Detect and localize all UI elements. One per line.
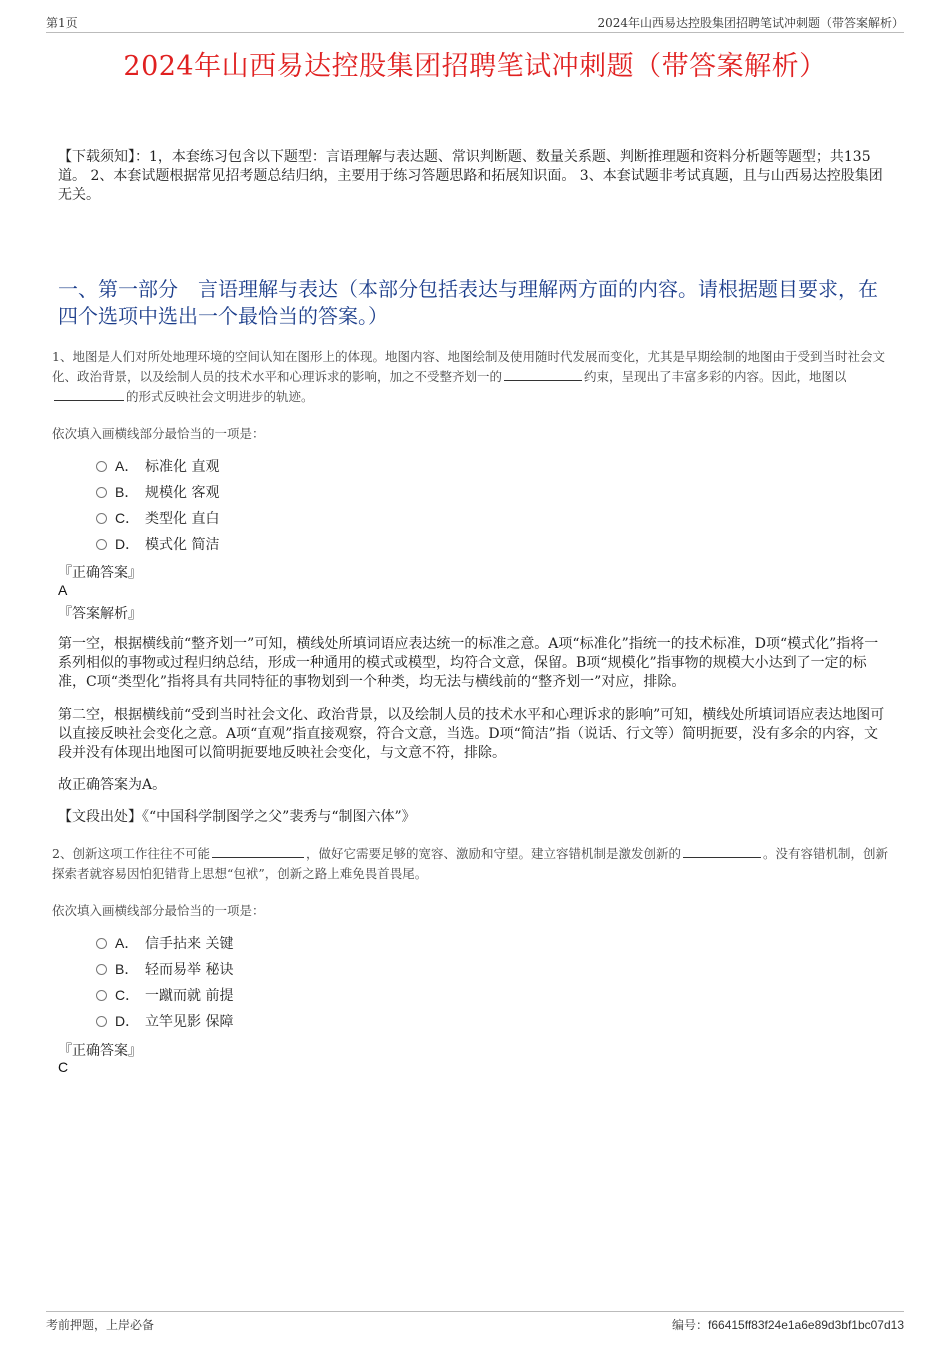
correct-answer: C bbox=[58, 1059, 69, 1075]
option-a[interactable] bbox=[96, 930, 233, 956]
radio-icon[interactable] bbox=[96, 990, 107, 1001]
option-text: 一蹴而就 前提 bbox=[145, 988, 234, 1004]
option-d[interactable] bbox=[96, 1008, 233, 1034]
fill-blank bbox=[54, 388, 124, 401]
radio-icon[interactable] bbox=[96, 1016, 107, 1027]
source-citation: 【文段出处】《“中国科学制图学之父”裴秀与“制图六体”》 bbox=[58, 809, 416, 825]
question-2-prompt: 依次填入画横线部分最恰当的一项是： bbox=[52, 903, 265, 918]
radio-icon[interactable] bbox=[96, 964, 107, 975]
option-c[interactable] bbox=[96, 505, 219, 531]
radio-icon[interactable] bbox=[96, 539, 107, 550]
q2-text-part: ，做好它需要足够的宽容、激励和守望。建立容错机制是激发创新的 bbox=[305, 846, 681, 861]
option-text: 信手拈来 关键 bbox=[145, 936, 234, 952]
option-text: 轻而易举 秘诀 bbox=[145, 962, 234, 978]
q2-text-part: 。没有容错机制，创新探索者就容易因怕犯错背上思想“包袱”，创新之路上难免畏首畏尾。 bbox=[52, 846, 888, 881]
option-text: 类型化 直白 bbox=[145, 511, 220, 527]
option-letter: D． bbox=[115, 536, 140, 552]
radio-icon[interactable] bbox=[96, 513, 107, 524]
q1-text-part: 1、地图是人们对所处地理环境的空间认知在图形上的体现。地图内容、地图绘制及使用随时代发展而变化，尤其是早期绘制的地图由于受到当时社会文化、政治背景，以及绘制人员的技术水平和心理诉求的影响，加之不受整齐划一的 bbox=[52, 349, 885, 384]
q1-text-part: 约束，呈现出了丰富多彩的内容。因此，地图以 bbox=[584, 369, 847, 384]
q2-text-part: 2、创新这项工作往往不可能 bbox=[52, 846, 210, 861]
page-number: 第1页 bbox=[46, 16, 78, 30]
option-d[interactable] bbox=[96, 531, 219, 557]
option-letter: A． bbox=[115, 458, 139, 474]
question-2-text bbox=[52, 844, 896, 884]
option-b[interactable] bbox=[96, 479, 219, 505]
question-1-prompt: 依次填入画横线部分最恰当的一项是： bbox=[52, 426, 265, 441]
correct-answer: A bbox=[58, 582, 68, 598]
fill-blank bbox=[212, 845, 304, 858]
fill-blank bbox=[504, 368, 582, 381]
page-footer bbox=[46, 1311, 904, 1334]
header-doc-title: 2024年山西易达控股集团招聘笔试冲刺题（带答案解析） bbox=[597, 16, 904, 30]
option-b[interactable] bbox=[96, 956, 233, 982]
option-text: 模式化 简洁 bbox=[145, 537, 220, 553]
option-letter: B． bbox=[115, 961, 139, 977]
question-2-options bbox=[96, 930, 233, 1034]
analysis-label: 『答案解析』 bbox=[58, 606, 142, 622]
option-letter: D． bbox=[115, 1013, 140, 1029]
analysis-paragraph-2: 第二空，根据横线前“受到当时社会文化、政治背景，以及绘制人员的技术水平和心理诉求的影响”可知，横线处所填词语应表达地图可以直接反映社会变化之意。A项“直观”指直接观察，符合文意，当选。D项“简洁”指（说话、行文等）简明扼要，没有多余的内容，文段并没有体现出地图可以简明扼要地反映社会变化，与文意不符，排除。 bbox=[58, 707, 885, 761]
option-letter: C． bbox=[115, 510, 140, 526]
radio-icon[interactable] bbox=[96, 938, 107, 949]
option-letter: A． bbox=[115, 935, 139, 951]
option-letter: C． bbox=[115, 987, 140, 1003]
question-1-options bbox=[96, 453, 219, 557]
document-title: 2024年山西易达控股集团招聘笔试冲刺题（带答案解析） bbox=[123, 51, 827, 82]
fill-blank bbox=[683, 845, 761, 858]
radio-icon[interactable] bbox=[96, 461, 107, 472]
analysis-paragraph-1: 第一空，根据横线前“整齐划一”可知，横线处所填词语应表达统一的标准之意。A项“标准化”指统一的技术标准，D项“模式化”指将一系列相似的事物或过程归纳总结，形成一种通用的模式或模型，均符合文意，保留。B项“规模化”指事物的规模大小达到了一定的标准，C项“类型化”指将具有共同特征的事物划到一个种类，均无法与横线前的“整齐划一”对应，排除。 bbox=[58, 636, 879, 690]
download-notice: 【下载须知】：1，本套练习包含以下题型：言语理解与表达题、常识判断题、数量关系题、判断推理题和资料分析题等题型；共135道。 2、本套试题根据常见招考题总结归纳，主要用于练习答题思路和拓展知识面。 3、本套试题非考试真题，且与山西易达控股集团无关。 bbox=[58, 149, 883, 203]
section-title: 一、第一部分 言语理解与表达（本部分包括表达与理解两方面的内容。请根据题目要求，在四个选项中选出一个最恰当的答案。） bbox=[58, 277, 878, 328]
q1-text-part: 的形式反映社会文明进步的轨迹。 bbox=[126, 389, 314, 404]
option-text: 标准化 直观 bbox=[145, 459, 220, 475]
analysis-conclusion: 故正确答案为A。 bbox=[58, 777, 167, 793]
correct-answer-label: 『正确答案』 bbox=[58, 1043, 142, 1059]
footer-slogan: 考前押题，上岸必备 bbox=[46, 1318, 155, 1332]
page-header bbox=[46, 14, 904, 33]
option-text: 立竿见影 保障 bbox=[145, 1014, 234, 1030]
option-text: 规模化 客观 bbox=[145, 485, 220, 501]
question-1-text bbox=[52, 347, 896, 407]
correct-answer-label: 『正确答案』 bbox=[58, 565, 142, 581]
option-c[interactable] bbox=[96, 982, 233, 1008]
option-a[interactable] bbox=[96, 453, 219, 479]
footer-code: 编号：f66415ff83f24e1a6e89d3bf1bc07d13 bbox=[672, 1318, 904, 1332]
radio-icon[interactable] bbox=[96, 487, 107, 498]
option-letter: B． bbox=[115, 484, 139, 500]
